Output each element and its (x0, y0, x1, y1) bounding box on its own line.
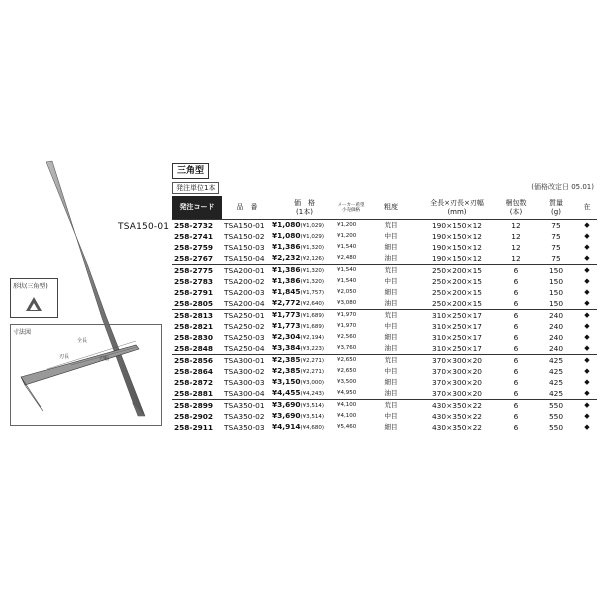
price-cell: ¥4,914(¥4,680) (272, 422, 325, 431)
order-code-cell: 258-2881 (174, 389, 214, 398)
pack-cell: 12 (511, 221, 521, 230)
weight-cell: 550 (548, 423, 564, 432)
price-cell: ¥2,304(¥2,194) (272, 332, 325, 341)
weight-cell: 240 (548, 322, 564, 331)
pack-cell: 6 (497, 355, 535, 367)
order-code-cell: 258-2872 (174, 378, 214, 387)
weight-cell: 550 (535, 400, 577, 412)
dimension-overall-length-label: 全長 (77, 338, 88, 344)
price-cell: ¥1,773(¥1,689) (272, 310, 337, 322)
shape-title: 形状(三角型) (13, 283, 48, 290)
order-code-cell: 258-2821 (174, 322, 214, 331)
dimension-diagram (10, 324, 162, 426)
spec-table (172, 196, 597, 433)
order-code-cell: 258-2899 (172, 400, 222, 412)
section-title: 三角型 (172, 163, 209, 179)
table-row (172, 422, 597, 433)
stock-cell: ◆ (577, 355, 597, 367)
list-price-cell: ¥2,650 (337, 368, 357, 374)
dimensions-cell: 370×300×20 (431, 389, 482, 398)
stock-cell: ◆ (584, 221, 590, 229)
weight-cell: 75 (551, 232, 561, 241)
model-cell: TSA200-04 (224, 299, 265, 308)
weight-cell: 150 (548, 288, 564, 297)
stock-cell: ◆ (584, 277, 590, 285)
stock-cell: ◆ (584, 344, 590, 352)
stock-cell: ◆ (584, 322, 590, 330)
grade-cell: 荒目 (365, 265, 417, 277)
order-code-cell: 258-2783 (174, 277, 214, 286)
dimensions-cell: 370×300×20 (417, 355, 497, 367)
weight-cell: 425 (548, 378, 564, 387)
list-price-cell: ¥2,650 (337, 355, 365, 367)
dimensions-cell: 250×200×15 (417, 265, 497, 277)
price-cell: ¥2,385(¥2,271) (272, 366, 325, 375)
model-cell: TSA300-02 (224, 367, 265, 376)
price-revision-date: (価格改定日 05.01) (531, 183, 594, 191)
list-price-cell: ¥1,200 (337, 222, 357, 228)
weight-cell: 425 (548, 389, 564, 398)
pack-cell: 6 (513, 344, 519, 353)
stock-cell: ◆ (584, 367, 590, 375)
table-row (172, 388, 597, 400)
price-cell: ¥2,772(¥2,640) (272, 298, 325, 307)
table-row (172, 310, 597, 322)
list-price-cell: ¥1,200 (337, 233, 357, 239)
model-cell: TSA350-02 (224, 412, 265, 421)
stock-cell: ◆ (584, 232, 590, 240)
price-cell: ¥3,384(¥3,223) (272, 343, 325, 352)
order-code-cell: 258-2848 (174, 344, 214, 353)
dimensions-cell: 370×300×20 (431, 378, 482, 387)
grade-cell: 細目 (384, 423, 398, 431)
dimensions-cell: 190×150×12 (431, 221, 482, 230)
weight-cell: 240 (548, 333, 564, 342)
header-weight: 質量 (g) (535, 196, 577, 220)
order-code-cell: 258-2775 (172, 265, 222, 277)
pack-cell: 12 (511, 254, 521, 263)
grade-cell: 油目 (384, 344, 398, 352)
model-cell: TSA300-04 (224, 389, 265, 398)
grade-cell: 油目 (384, 254, 398, 262)
order-code-cell: 258-2856 (172, 355, 222, 367)
model-cell: TSA300-01 (222, 355, 272, 367)
header-pack: 梱包数 (本) (497, 196, 535, 220)
dimensions-cell: 190×150×12 (431, 254, 482, 263)
list-price-cell: ¥3,760 (337, 345, 357, 351)
table-row (172, 366, 597, 377)
shape-diagram (10, 278, 58, 318)
list-price-cell: ¥4,950 (337, 390, 357, 396)
stock-cell: ◆ (584, 254, 590, 262)
list-price-cell: ¥1,970 (337, 310, 365, 322)
order-code-cell: 258-2759 (174, 243, 214, 252)
pack-cell: 6 (513, 367, 519, 376)
grade-cell: 中目 (384, 232, 398, 240)
order-code-cell: 258-2911 (174, 423, 214, 432)
table-row (172, 332, 597, 343)
dimensions-cell: 430×350×22 (431, 423, 482, 432)
pack-cell: 12 (511, 243, 521, 252)
order-code-cell: 258-2791 (174, 288, 214, 297)
price-cell: ¥1,773(¥1,689) (272, 321, 325, 330)
weight-cell: 75 (551, 243, 561, 252)
grade-cell: 中目 (384, 277, 398, 285)
weight-cell: 550 (548, 412, 564, 421)
grade-cell: 荒目 (365, 400, 417, 412)
table-row (172, 355, 597, 367)
header-order-code: 発注コード (172, 196, 222, 220)
weight-cell: 75 (551, 254, 561, 263)
pack-cell: 6 (513, 277, 519, 286)
grade-cell: 中目 (384, 367, 398, 375)
model-cell: TSA200-03 (224, 288, 265, 297)
weight-cell: 240 (535, 310, 577, 322)
table-row (172, 400, 597, 412)
dimensions-cell: 430×350×22 (431, 412, 482, 421)
grade-cell: 細目 (384, 333, 398, 341)
triangle-inner-icon (30, 303, 38, 310)
weight-cell: 150 (535, 265, 577, 277)
order-code-cell: 258-2813 (172, 310, 222, 322)
stock-cell: ◆ (584, 333, 590, 341)
dimensions-cell: 370×300×20 (431, 367, 482, 376)
list-price-cell: ¥1,970 (337, 323, 357, 329)
model-cell: TSA150-01 (224, 221, 265, 230)
table-row (172, 242, 597, 253)
weight-cell: 150 (548, 277, 564, 286)
price-cell: ¥1,386(¥1,320) (272, 276, 325, 285)
list-price-cell: ¥2,560 (337, 334, 357, 340)
dimensions-cell: 250×200×15 (431, 277, 482, 286)
grade-cell: 荒目 (365, 310, 417, 322)
weight-cell: 150 (548, 299, 564, 308)
table-row (172, 287, 597, 298)
model-cell: TSA150-04 (224, 254, 265, 263)
pack-cell: 12 (511, 232, 521, 241)
pack-cell: 6 (513, 333, 519, 342)
price-cell: ¥1,386(¥1,320) (272, 242, 325, 251)
order-code-cell: 258-2732 (174, 221, 214, 230)
table-row (172, 321, 597, 332)
header-list-price: メーカー希望小売価格 (337, 196, 365, 220)
price-cell: ¥1,845(¥1,757) (272, 287, 325, 296)
header-dimensions: 全長×刃長×刃幅 (mm) (417, 196, 497, 220)
dimensions-cell: 190×150×12 (431, 243, 482, 252)
pack-cell: 6 (513, 389, 519, 398)
model-cell: TSA350-03 (224, 423, 265, 432)
price-cell: ¥3,690(¥3,514) (272, 411, 325, 420)
model-cell: TSA150-03 (224, 243, 265, 252)
table-row (172, 343, 597, 355)
pack-cell: 6 (513, 299, 519, 308)
pack-cell: 6 (513, 322, 519, 331)
stock-cell: ◆ (584, 412, 590, 420)
header-grade: 粗度 (365, 196, 417, 220)
grade-cell: 荒目 (365, 355, 417, 367)
grade-cell: 油目 (384, 299, 398, 307)
order-unit-label: 発注単位1本 (172, 182, 219, 194)
list-price-cell: ¥4,100 (337, 413, 357, 419)
stock-cell: ◆ (577, 310, 597, 322)
list-price-cell: ¥1,540 (337, 265, 365, 277)
stock-cell: ◆ (584, 288, 590, 296)
pack-cell: 6 (497, 310, 535, 322)
stock-cell: ◆ (577, 265, 597, 277)
price-cell: ¥1,080(¥1,029) (272, 231, 325, 240)
pack-cell: 6 (513, 288, 519, 297)
table-row (172, 253, 597, 265)
model-cell: TSA250-01 (222, 310, 272, 322)
model-cell: TSA350-01 (222, 400, 272, 412)
grade-cell: 中目 (384, 412, 398, 420)
price-cell: ¥2,385(¥2,271) (272, 355, 337, 367)
table-row (172, 231, 597, 242)
table-row (172, 276, 597, 287)
weight-cell: 75 (551, 221, 561, 230)
order-code-cell: 258-2902 (174, 412, 214, 421)
grade-cell: 荒目 (384, 221, 398, 229)
pack-cell: 6 (513, 412, 519, 421)
model-cell: TSA200-01 (222, 265, 272, 277)
list-price-cell: ¥1,540 (337, 278, 357, 284)
model-cell: TSA250-03 (224, 333, 265, 342)
weight-cell: 425 (548, 367, 564, 376)
price-cell: ¥2,232(¥2,126) (272, 253, 325, 262)
grade-cell: 細目 (384, 378, 398, 386)
model-cell: TSA250-04 (224, 344, 265, 353)
stock-cell: ◆ (584, 423, 590, 431)
stock-cell: ◆ (584, 299, 590, 307)
product-model-label: TSA150-01 (118, 222, 170, 232)
weight-cell: 425 (535, 355, 577, 367)
model-cell: TSA150-02 (224, 232, 265, 241)
list-price-cell: ¥4,100 (337, 400, 365, 412)
stock-cell: ◆ (584, 243, 590, 251)
price-cell: ¥4,455(¥4,243) (272, 388, 325, 397)
table-row (172, 377, 597, 388)
pack-cell: 6 (497, 400, 535, 412)
dimensions-cell: 310×250×17 (417, 310, 497, 322)
dimension-blade-width-label: 刃幅 (99, 356, 110, 362)
dimensions-cell: 310×250×17 (431, 333, 482, 342)
order-code-cell: 258-2864 (174, 367, 214, 376)
header-model: 品 番 (222, 196, 272, 220)
grade-cell: 細目 (384, 288, 398, 296)
table-row (172, 411, 597, 422)
table-row (172, 220, 597, 232)
table-row (172, 298, 597, 310)
list-price-cell: ¥3,080 (337, 300, 357, 306)
price-cell: ¥1,386(¥1,320) (272, 265, 337, 277)
dimensions-cell: 430×350×22 (417, 400, 497, 412)
model-cell: TSA300-03 (224, 378, 265, 387)
stock-cell: ◆ (584, 389, 590, 397)
dimension-blade-length-label: 刃長 (59, 354, 70, 360)
list-price-cell: ¥5,460 (337, 424, 357, 430)
price-cell: ¥1,080(¥1,029) (272, 220, 325, 229)
list-price-cell: ¥2,480 (337, 255, 357, 261)
order-code-cell: 258-2830 (174, 333, 214, 342)
list-price-cell: ¥3,500 (337, 379, 357, 385)
price-cell: ¥3,150(¥3,000) (272, 377, 325, 386)
grade-cell: 油目 (384, 389, 398, 397)
dimensions-cell: 310×250×17 (431, 344, 482, 353)
header-stock: 在 (577, 196, 597, 220)
header-price: 価 格 (1本) (272, 196, 337, 220)
pack-cell: 6 (513, 378, 519, 387)
order-code-cell: 258-2805 (174, 299, 214, 308)
dimension-title: 寸法図 (13, 329, 32, 336)
dimensions-cell: 250×200×15 (431, 288, 482, 297)
dimensions-cell: 250×200×15 (431, 299, 482, 308)
list-price-cell: ¥1,540 (337, 244, 357, 250)
order-code-cell: 258-2767 (174, 254, 214, 263)
weight-cell: 240 (548, 344, 564, 353)
dimensions-cell: 190×150×12 (431, 232, 482, 241)
grade-cell: 細目 (384, 243, 398, 251)
model-cell: TSA200-02 (224, 277, 265, 286)
stock-cell: ◆ (584, 378, 590, 386)
model-cell: TSA250-02 (224, 322, 265, 331)
dimensions-cell: 310×250×17 (431, 322, 482, 331)
table-header-row (172, 196, 597, 220)
grade-cell: 中目 (384, 322, 398, 330)
pack-cell: 6 (497, 265, 535, 277)
list-price-cell: ¥2,050 (337, 289, 357, 295)
table-row (172, 265, 597, 277)
stock-cell: ◆ (577, 400, 597, 412)
price-cell: ¥3,690(¥3,514) (272, 400, 337, 412)
pack-cell: 6 (513, 423, 519, 432)
order-code-cell: 258-2741 (174, 232, 214, 241)
